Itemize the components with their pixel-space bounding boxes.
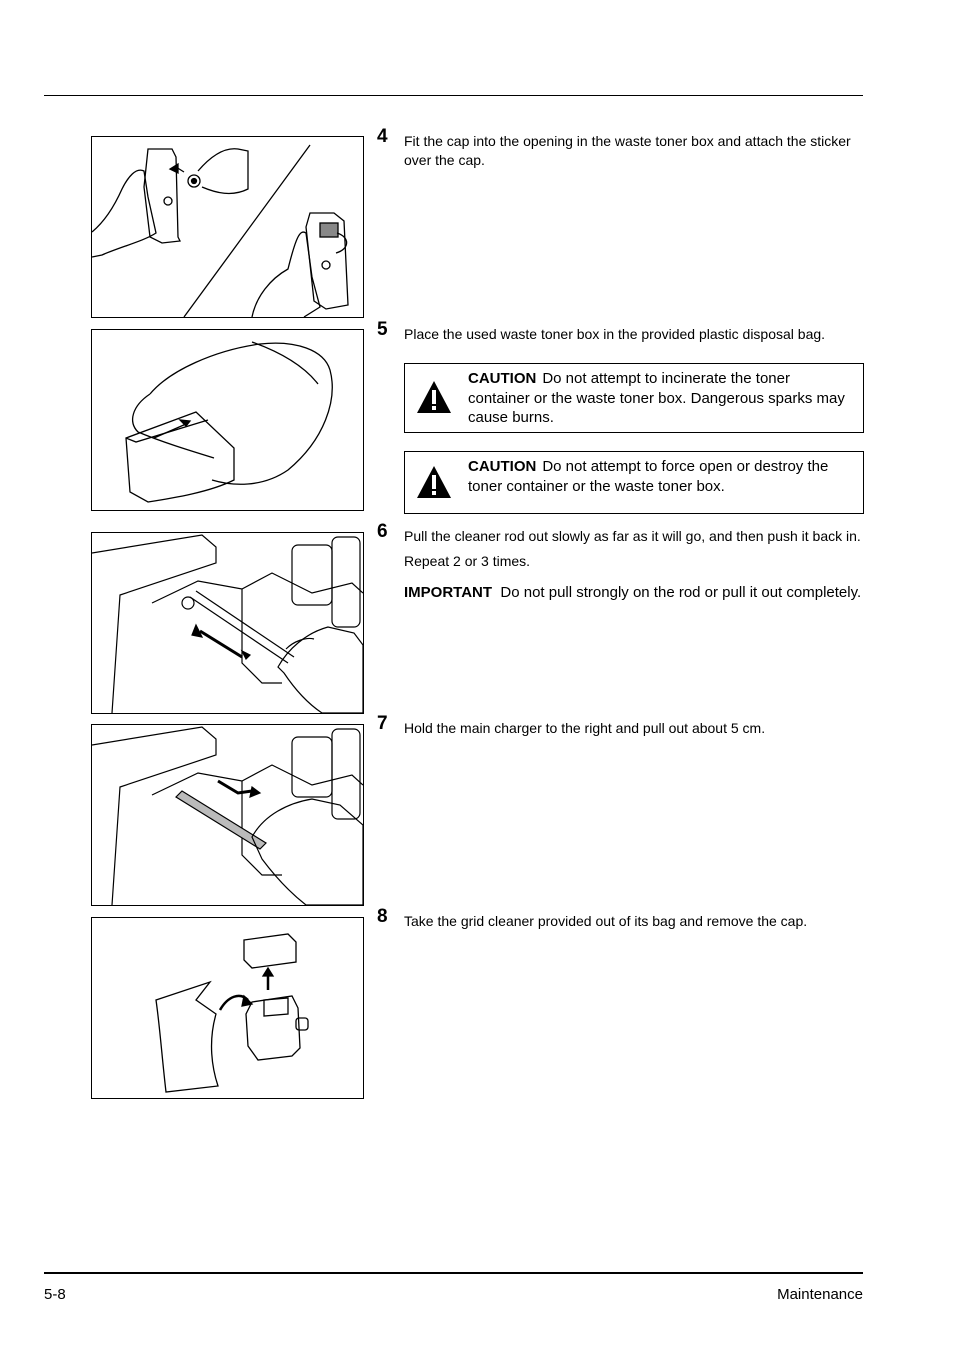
page-number: 5-8: [44, 1286, 66, 1303]
step-number: 6: [377, 521, 388, 542]
caution-text: Do not attempt to force open or destroy the toner container or the waste toner box.: [468, 458, 829, 495]
warning-icon: [416, 465, 452, 499]
step-text: Place the used waste toner box in the provided plastic disposal bag.: [404, 326, 826, 342]
caution-label: CAUTION: [468, 370, 537, 387]
step-7: [377, 713, 863, 738]
step-text: Fit the cap into the opening in the waste toner box and attach the sticker over the cap.: [404, 133, 851, 168]
step-text: Hold the main charger to the right and pull out about 5 cm.: [404, 720, 766, 736]
illustration-main-charger: [91, 724, 364, 906]
section-name: Maintenance: [777, 1286, 863, 1303]
illustration-cleaner-rod: [91, 532, 364, 714]
step-text: Take the grid cleaner provided out of its bag and remove the cap.: [404, 913, 808, 929]
important-label: IMPORTANT: [404, 584, 493, 601]
step-text: Pull the cleaner rod out slowly as far as it will go, and then push it back in.: [404, 528, 861, 544]
caution-box-incinerate: [404, 363, 864, 433]
step-4: [377, 126, 863, 170]
step-number: 4: [377, 126, 388, 147]
important-note: [404, 583, 863, 602]
step-number: 5: [377, 319, 388, 340]
illustration-grid-cleaner: [91, 917, 364, 1099]
step-6: [377, 521, 863, 602]
footer-rule: [44, 1272, 863, 1274]
step-number: 7: [377, 713, 388, 734]
illustration-waste-toner-cap: [91, 136, 364, 318]
caution-text: Do not attempt to incinerate the toner container or the waste toner box. Dangerous sparks may cause burns.: [468, 370, 845, 426]
caution-box-force-open: [404, 451, 864, 514]
step-number: 8: [377, 906, 388, 927]
step-5: [377, 319, 863, 344]
important-text: Do not pull strongly on the rod or pull it out completely.: [500, 584, 862, 601]
caution-label: CAUTION: [468, 458, 537, 475]
header-rule: [44, 95, 863, 96]
repeat-note: Repeat 2 or 3 times.: [404, 553, 531, 569]
warning-icon: [416, 380, 452, 414]
step-8: [377, 906, 863, 931]
illustration-disposal-bag: [91, 329, 364, 511]
